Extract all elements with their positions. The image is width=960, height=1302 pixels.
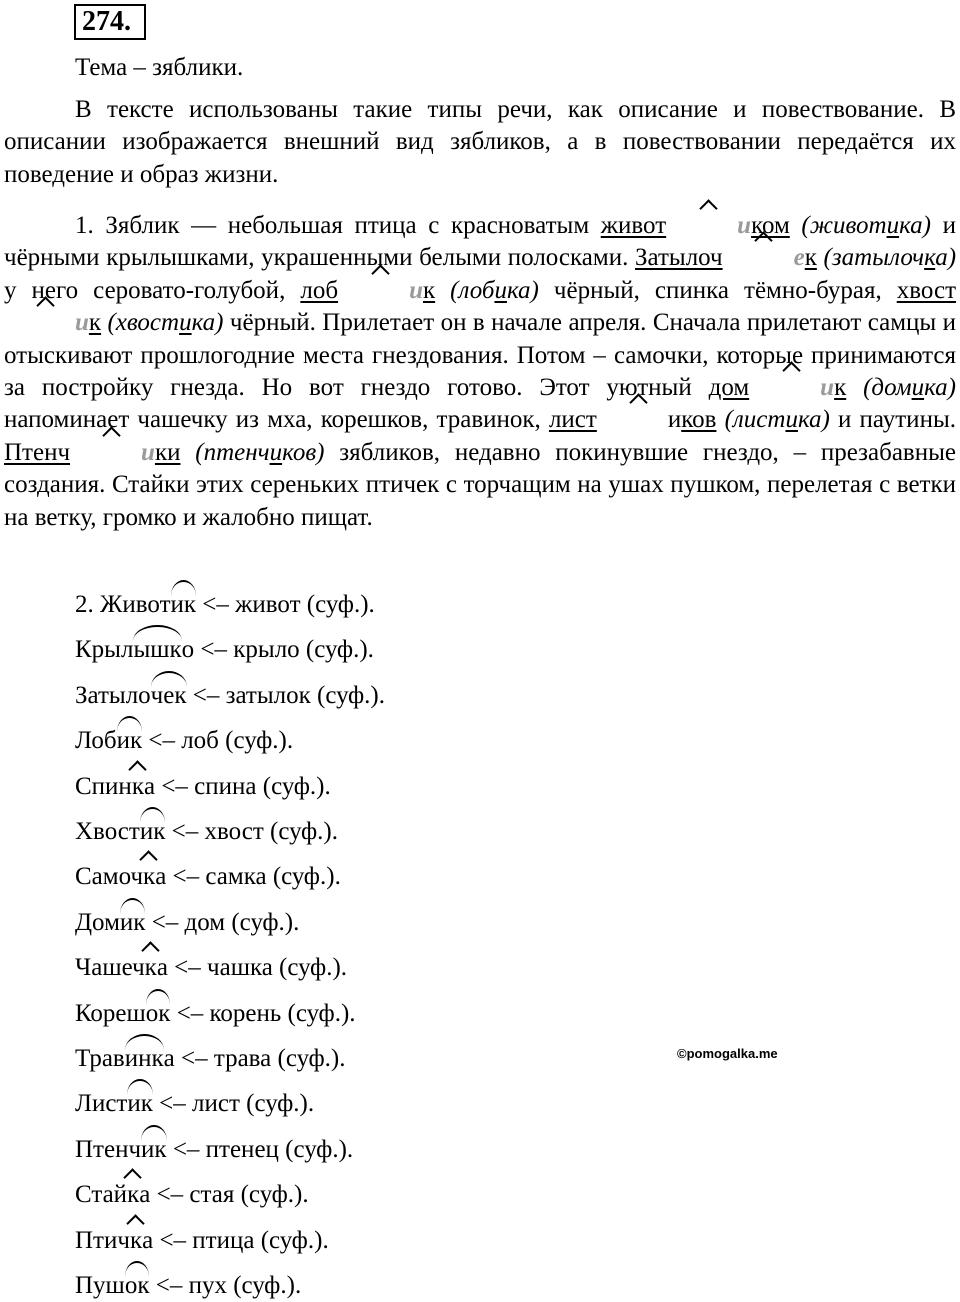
derivation-stem: Живот — [100, 591, 171, 618]
derivation-line — [75, 680, 385, 712]
note-part: ка) — [797, 406, 830, 434]
word-vowel: и — [667, 406, 682, 434]
derivation-source: <– лоб (суф.). — [142, 727, 294, 755]
derivation-stem: Стай — [75, 1181, 128, 1209]
note-part: ка) — [506, 276, 539, 304]
derivation-line — [75, 1088, 314, 1120]
passage-text: зябликов, недавно покинувшие гнездо, – презабавные создания. Стайки этих сереньких птичек с торчащим на ушах пушком, перелетая с ветки на ветку, громко и жалобно пищат. — [4, 438, 956, 531]
passage-text: и паутины. — [829, 406, 956, 434]
note-part-underlined: и — [886, 212, 900, 239]
note-zatylochka — [824, 244, 956, 271]
text-types-paragraph: В тексте использованы такие типы речи, как описание и повествование. В описании изображается внешний вид зябликов, а в повествовании передаётся их поведение и образ жизни. — [4, 96, 956, 188]
note-part-underlined: и — [785, 406, 798, 434]
note-part: (хвост — [107, 309, 180, 337]
word-part: ков — [681, 406, 717, 434]
derivation-suffix: к — [145, 952, 157, 984]
vowel-highlight: е — [793, 244, 805, 272]
derivation-source: <– птица (суф.). — [153, 1226, 329, 1254]
note-part: (птенч — [195, 438, 270, 466]
derivation-suffix: к — [132, 771, 144, 803]
derivation-ending: а — [156, 954, 168, 982]
word-part: дом — [708, 374, 750, 402]
note-part-underlined: и — [494, 276, 507, 304]
watermark: ©pomogalka.me — [677, 1046, 778, 1061]
vowel-highlight: и — [75, 309, 89, 337]
note-part-underlined: и — [911, 374, 925, 402]
suffix-mark — [4, 307, 89, 339]
derivation-ending: о — [181, 636, 195, 664]
derivation-suffix: ок — [125, 1270, 150, 1302]
note-part-underlined: к — [924, 244, 936, 272]
derivation-line — [75, 771, 331, 803]
note-lobika — [450, 277, 539, 304]
note-part: ков) — [282, 438, 325, 466]
derivation-source: <– стая (суф.). — [150, 1181, 309, 1209]
derivation-source: <– пух (суф.). — [149, 1272, 302, 1299]
derivation-source: <– спина (суф.). — [155, 772, 331, 800]
word-part: к — [88, 309, 102, 337]
passage-text: у него серовато-голубой, — [4, 276, 301, 304]
derivation-suffix: к — [130, 1225, 142, 1257]
derivation-suffix: ик — [120, 907, 146, 939]
derivation-line — [75, 998, 356, 1030]
note-part: (дом — [863, 374, 912, 402]
note-part: ка) — [899, 212, 931, 239]
derivation-stem: Самоч — [75, 863, 144, 891]
word-part: лист — [548, 406, 597, 434]
word-part: к — [834, 374, 847, 402]
word-part: хвост — [896, 276, 957, 304]
derivation-ending: а — [163, 1045, 175, 1072]
note-ptenchikov — [195, 439, 324, 466]
derivation-source: <– хвост (суф.). — [165, 818, 338, 845]
vowel-highlight: и — [820, 374, 835, 402]
derivation-suffix: ик — [171, 589, 197, 621]
word-part: лоб — [300, 276, 339, 304]
word-part: к — [804, 244, 817, 272]
word-part: ки — [154, 438, 181, 466]
note-part: ка) — [924, 374, 956, 402]
word-part: Птенч — [4, 438, 71, 466]
suffix-mark — [338, 275, 423, 307]
derivation-prefix: 2. — [75, 591, 100, 618]
derivation-source: <– самка (суф.). — [166, 863, 341, 891]
derivation-ending: а — [142, 1226, 154, 1254]
word-domik — [709, 374, 847, 401]
passage-text: чёрный, спинка тёмно-бурая, — [538, 276, 897, 304]
vowel-highlight: и — [409, 276, 423, 304]
derivation-line — [75, 1225, 329, 1257]
derivation-stem: Кореш — [75, 999, 146, 1027]
derivation-suffix: ик — [141, 1134, 167, 1166]
derivation-source: <– корень (суф.). — [170, 999, 356, 1027]
derivation-stem: Дом — [75, 908, 120, 936]
passage-lead: 1. Зяблик — небольшая птица с красноватым — [75, 212, 601, 239]
derivation-line — [75, 1179, 309, 1211]
derivation-suffix: ышк — [133, 634, 181, 666]
derivation-suffix: ик — [140, 816, 166, 848]
derivation-source: <– крыло (суф.). — [194, 636, 374, 664]
derivation-stem: Затыло — [75, 681, 151, 709]
passage-text: напоминает чашечку из мха, корешков, травинок, — [4, 406, 549, 434]
word-zatylochek — [635, 244, 817, 271]
derivation-line — [75, 952, 347, 984]
exercise-number: 274. — [74, 4, 146, 40]
suffix-mark — [70, 437, 155, 469]
note-part: (лоб — [450, 276, 495, 304]
note-part: а) — [935, 244, 957, 272]
note-part: (живот — [801, 212, 887, 239]
derivation-suffix: инк — [125, 1043, 164, 1075]
derivation-suffix: ок — [146, 998, 171, 1030]
suffix-mark — [723, 242, 805, 274]
derivation-stem: Чашеч — [75, 954, 145, 982]
derivation-suffix: чек — [151, 680, 187, 712]
topic-line: Тема – зяблики. — [75, 54, 244, 81]
derivation-stem: Лист — [75, 1090, 128, 1118]
derivation-line — [75, 634, 374, 666]
word-part: Затылоч — [635, 244, 723, 272]
suffix-mark — [597, 404, 681, 436]
vowel-highlight: и — [141, 438, 155, 466]
derivation-ending: а — [139, 1181, 151, 1209]
suffix-mark — [666, 210, 751, 242]
derivation-source: <– трава (суф.). — [174, 1045, 346, 1072]
derivation-ending: а — [155, 863, 167, 891]
note-part-underlined: и — [179, 309, 192, 337]
passage-text: чёрный. Прилетает он в начале апреля. Сначала прилетают самцы и отыскивают прошлогодние места гнездования. Потом – самочки, которые принимаются за постройку гнезда. Но вот гнездо готово. Этот уютный — [4, 309, 956, 402]
derivation-line — [75, 907, 299, 939]
suffix-mark — [749, 372, 834, 404]
derivation-suffix: к — [143, 861, 155, 893]
word-part: к — [422, 276, 436, 304]
derivation-stem: Птенч — [75, 1135, 142, 1163]
derivation-line — [75, 1270, 301, 1302]
passage-paragraph — [4, 210, 956, 534]
vowel-highlight: и — [737, 212, 752, 239]
derivation-source: <– живот (суф.). — [196, 591, 375, 618]
derivation-stem: Пуш — [75, 1272, 125, 1299]
note-part: (затылоч — [823, 244, 925, 272]
derivation-stem: Птич — [75, 1226, 130, 1254]
note-part: (лист — [724, 406, 786, 434]
derivation-line — [75, 725, 293, 757]
word-part: живот — [600, 212, 667, 239]
note-zhivotika — [801, 212, 931, 239]
derivation-line — [75, 1043, 346, 1075]
derivation-line — [75, 861, 341, 893]
derivation-source: <– птенец (суф.). — [166, 1135, 354, 1163]
passage-text: и чёрными крылышками, украшенными белыми полосками. — [4, 212, 956, 272]
derivation-suffix: к — [127, 1179, 139, 1211]
derivation-line — [75, 1134, 353, 1166]
word-ptenchiki — [4, 439, 180, 466]
derivation-stem: Лоб — [75, 727, 117, 755]
derivation-stem: Спин — [75, 772, 132, 800]
word-lobik — [300, 277, 435, 304]
derivation-suffix: ик — [127, 1088, 153, 1120]
note-listika — [725, 406, 830, 433]
derivation-source: <– лист (суф.). — [152, 1090, 315, 1118]
derivation-stem: Крыл — [75, 636, 134, 664]
note-domika — [863, 374, 956, 401]
derivation-source: <– затылок (суф.). — [186, 681, 386, 709]
note-part-underlined: и — [269, 438, 283, 466]
word-listikov — [549, 406, 716, 433]
note-part: ка) — [191, 309, 224, 337]
derivation-line — [75, 816, 338, 848]
note-khvostika — [107, 309, 223, 336]
derivation-ending: а — [143, 772, 156, 800]
derivation-line — [75, 589, 375, 621]
derivation-source: <– чашка (суф.). — [167, 954, 348, 982]
derivation-stem: Трав — [75, 1045, 125, 1072]
derivation-stem: Хвост — [75, 818, 140, 845]
derivation-source: <– дом (суф.). — [145, 908, 300, 936]
word-part: ком — [751, 212, 790, 239]
derivation-suffix: ик — [117, 725, 143, 757]
